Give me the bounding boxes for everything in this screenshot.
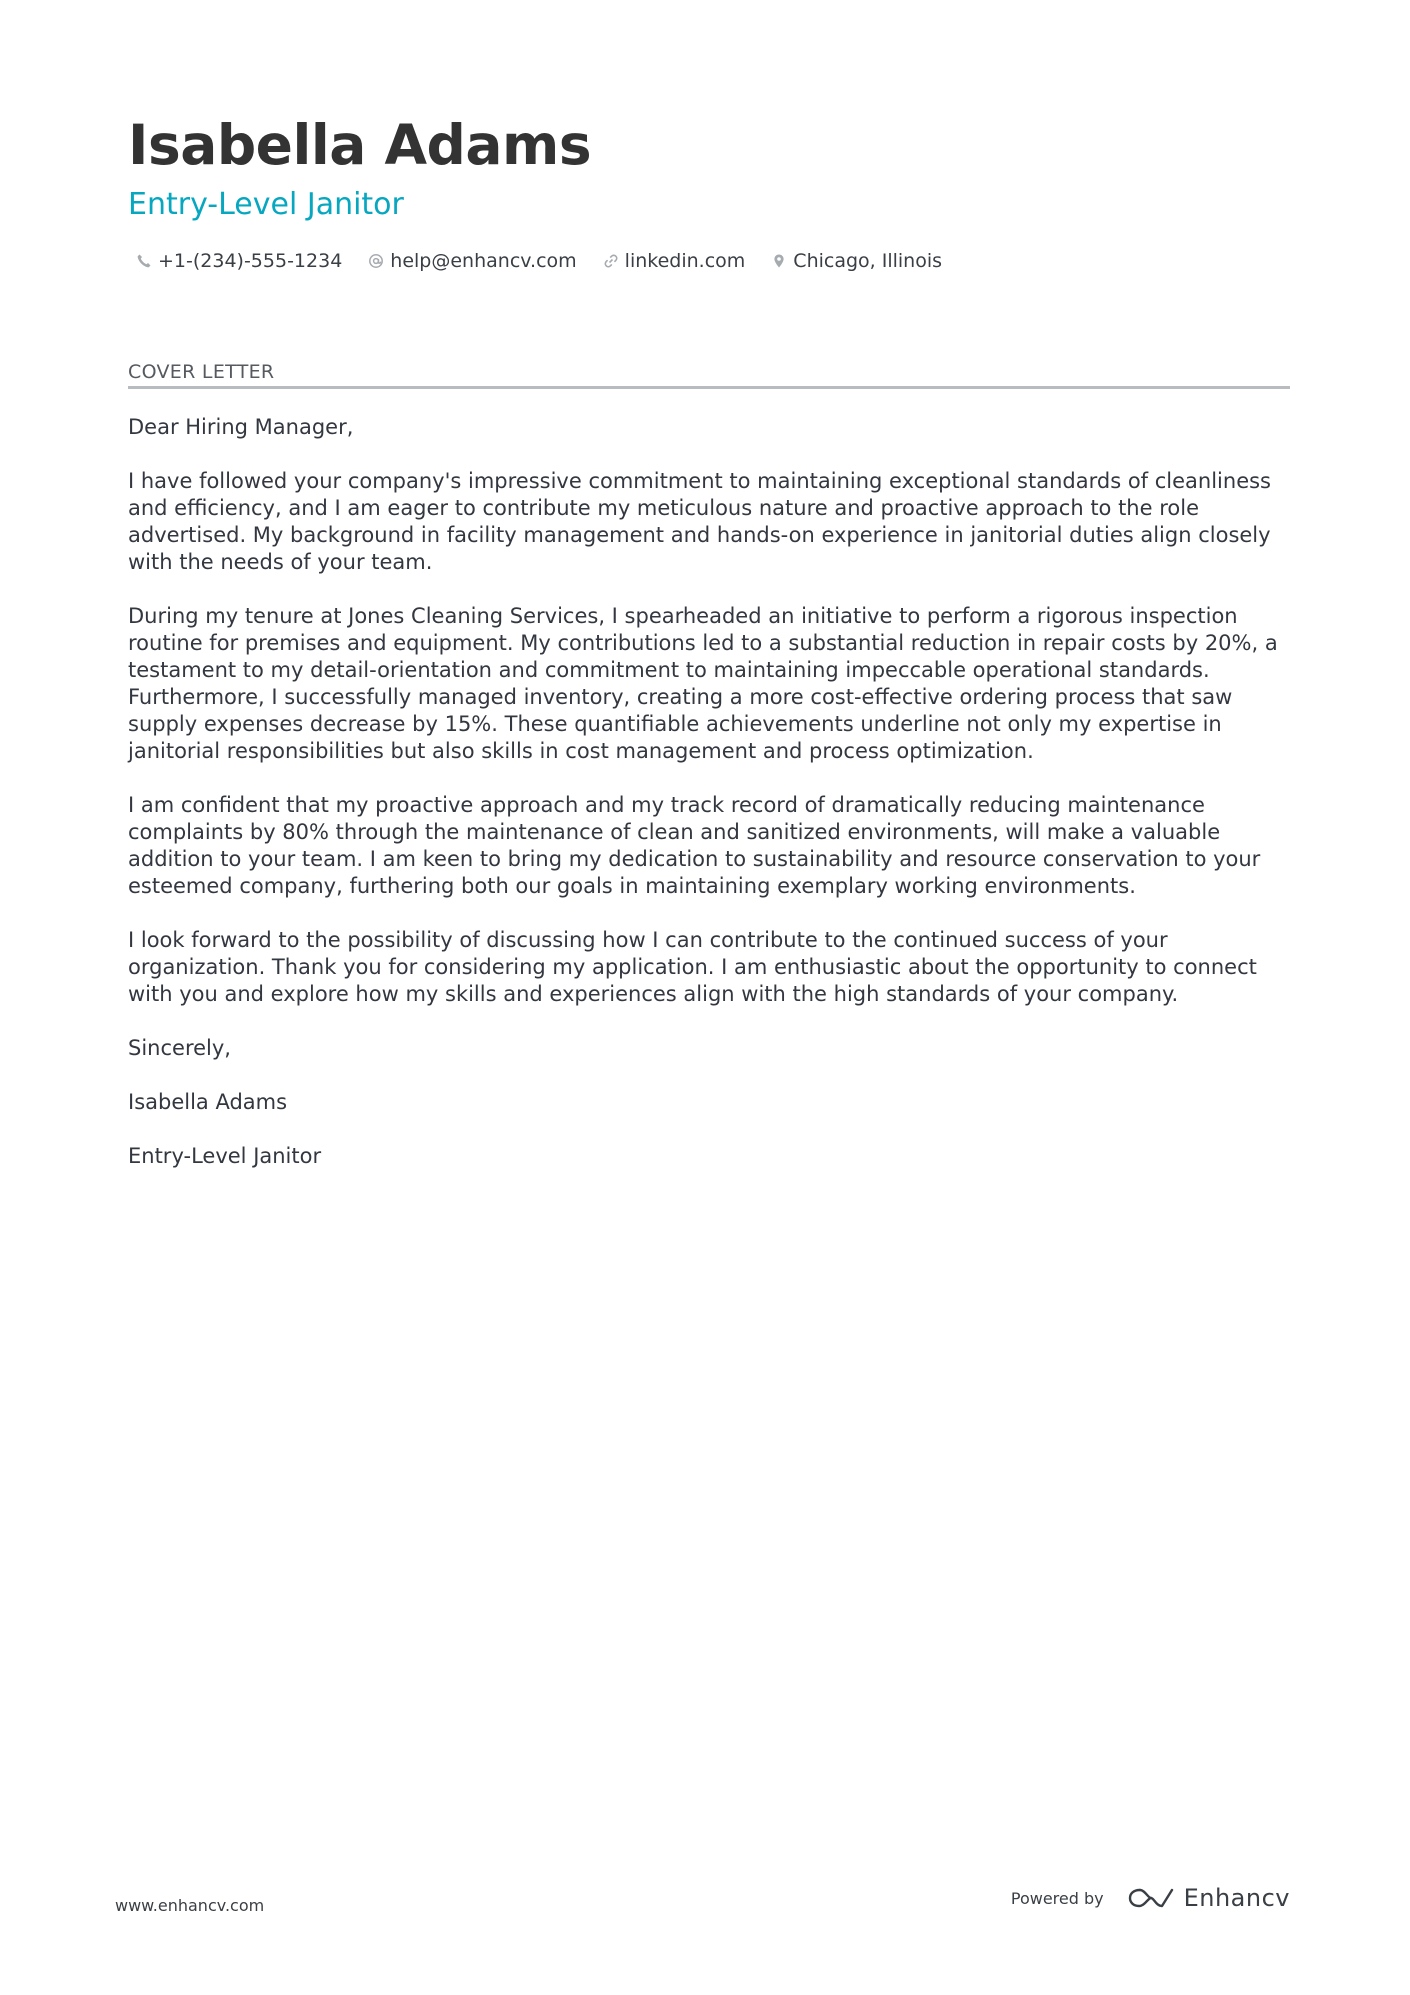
location-text: Chicago, Illinois <box>793 250 943 272</box>
brand-logo[interactable] <box>1128 1884 1290 1912</box>
letter-paragraph: I have followed your company's impressive commitment to maintaining exceptional standards of cleanliness and efficiency, and I am eager to contribute my meticulous nature and proactive approach to the role advertised. My background in facility management and hands-on experience in janitorial duties align closely with the needs of your team. <box>128 469 1271 574</box>
phone-text: +1-(234)-555-1234 <box>158 250 343 272</box>
powered-by-label: Powered by <box>1010 1888 1104 1908</box>
footer-website[interactable]: www.enhancv.com <box>115 1896 265 1915</box>
section-title-cover-letter: COVER LETTER <box>128 360 1290 389</box>
contact-phone <box>136 248 342 274</box>
letter-paragraph: I am confident that my proactive approach and my track record of dramatically reducing maintenance complaints by 80% through the maintenance of clean and sanitized environments, will make a valuable addition to your team. I am keen to bring my dedication to sustainability and resource conservation to your esteemed company, furthering both our goals in maintaining exemplary working environments. <box>128 793 1261 898</box>
letter-greeting: Dear Hiring Manager, <box>128 415 354 439</box>
link-text: linkedin.com <box>624 250 746 272</box>
applicant-role: Entry-Level Janitor <box>128 187 404 222</box>
email-text: help@enhancv.com <box>390 250 577 272</box>
footer-branding <box>1011 1884 1290 1912</box>
email-icon <box>368 253 384 269</box>
signature-name: Isabella Adams <box>128 1090 288 1114</box>
letter-closing: Sincerely, <box>128 1036 231 1060</box>
phone-icon <box>136 253 152 269</box>
link-icon <box>603 253 619 269</box>
enhancv-logo-icon <box>1128 1886 1174 1910</box>
letter-paragraph: I look forward to the possibility of discussing how I can contribute to the continued success of your organization. Thank you for considering my application. I am enthusiastic about the opportunity to connect with you and explore how my skills and experiences align with the high standards of your company. <box>128 928 1257 1006</box>
applicant-name: Isabella Adams <box>128 113 592 177</box>
letter-body <box>128 414 1290 1197</box>
contact-email <box>368 248 576 274</box>
contact-link <box>603 248 746 274</box>
location-icon <box>771 253 787 269</box>
contact-bar <box>136 248 942 274</box>
brand-name: Enhancv <box>1183 1884 1290 1912</box>
contact-location <box>771 248 942 274</box>
letter-paragraph: During my tenure at Jones Cleaning Services, I spearheaded an initiative to perform a rigorous inspection routine for premises and equipment. My contributions led to a substantial reduction in repair costs by 20%, a testament to my detail-orientation and commitment to maintaining impeccable operational standards. Furthermore, I successfully managed inventory, creating a more cost-effective ordering process that saw supply expenses decrease by 15%. These quantifiable achievements underline not only my expertise in janitorial responsibilities but also skills in cost management and process optimization. <box>128 604 1278 763</box>
signature-role: Entry-Level Janitor <box>128 1144 322 1168</box>
